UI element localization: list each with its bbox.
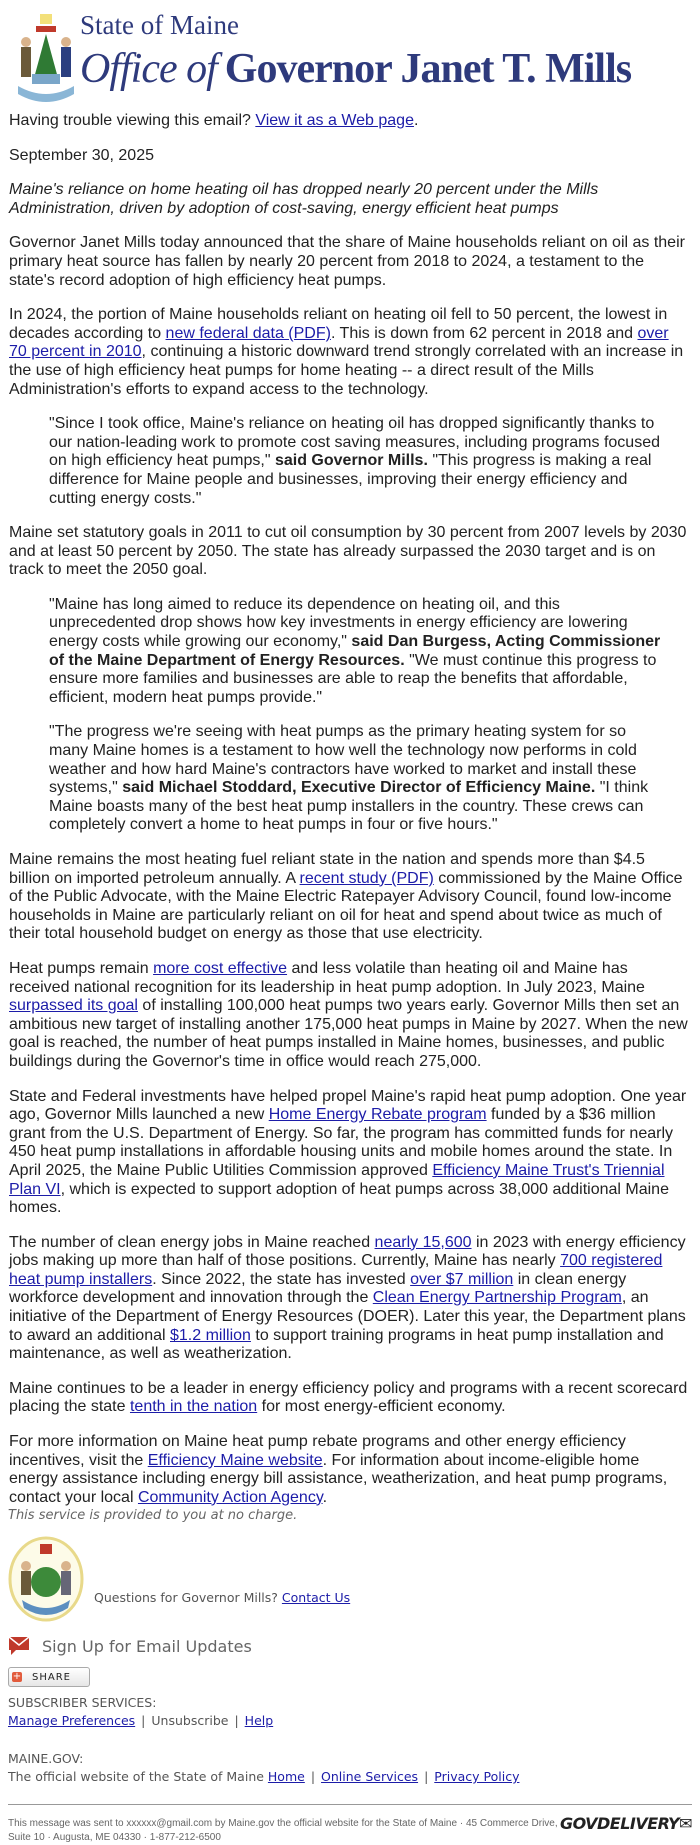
inline-link[interactable]: over 70 percent in 2010 bbox=[9, 324, 669, 361]
maine-seal-icon bbox=[8, 1536, 84, 1622]
questions-text: Questions for Governor Mills? bbox=[94, 1590, 282, 1605]
text-segment: "The progress we're seeing with heat pumps as the primary heating system for so many Maine homes is a testament to how well the technology now performs in cold weather and how hard Maine's contractors have worked to market and install these systems," bbox=[49, 723, 637, 797]
text-segment: in 2023 with energy efficiency jobs making up more than half of those positions. Currently, Maine has nearly bbox=[9, 1233, 686, 1270]
inline-link[interactable]: Clean Energy Partnership Program bbox=[372, 1289, 622, 1307]
inline-link[interactable]: over $7 million bbox=[410, 1270, 514, 1288]
separator: | bbox=[424, 1769, 429, 1784]
inline-link[interactable]: Home Energy Rebate program bbox=[268, 1106, 487, 1124]
text-segment: , an initiative of the Department of Energy Resources (DOER). Later this year, the Department plans to award an additional bbox=[9, 1289, 686, 1344]
contact-us-link[interactable]: Contact Us bbox=[281, 1590, 351, 1605]
inline-link[interactable]: 700 registered heat pump installers bbox=[9, 1252, 663, 1288]
privacy-policy-link[interactable]: Privacy Policy bbox=[434, 1769, 520, 1784]
article-body bbox=[9, 234, 689, 1507]
office-title bbox=[80, 44, 680, 94]
body-paragraph bbox=[9, 851, 689, 944]
separator: | bbox=[234, 1713, 239, 1728]
inline-link[interactable]: recent study (PDF) bbox=[299, 869, 434, 887]
envelope-icon: ✉ bbox=[679, 1814, 692, 1833]
help-link[interactable]: Help bbox=[244, 1713, 274, 1728]
body-paragraph bbox=[9, 306, 689, 399]
share-button[interactable] bbox=[8, 1667, 90, 1687]
subheadline: Maine's reliance on home heating oil has dropped nearly 20 percent under the Mills Administration, driven by adoption of cost-saving, energy efficient heat pumps bbox=[9, 181, 599, 217]
unsubscribe-text[interactable]: Unsubscribe bbox=[151, 1713, 229, 1728]
inline-link[interactable]: nearly 15,600 bbox=[374, 1233, 472, 1251]
speaker-attribution: said Governor Mills. bbox=[274, 452, 428, 470]
date: September 30, 2025 bbox=[9, 146, 154, 164]
email-header bbox=[0, 0, 700, 112]
inline-link[interactable]: $1.2 million bbox=[170, 1326, 251, 1344]
subscriber-services bbox=[8, 1694, 273, 1730]
inline-link[interactable]: new federal data (PDF) bbox=[165, 324, 331, 342]
text-segment: funded by a $36 million grant from the U.S. Department of Energy. So far, the program has committed funds for nearly 450 heat pump installations in affordable housing units and mobile homes around the state. In April 2025, the Maine Public Utilities Commission approved bbox=[9, 1106, 674, 1179]
inline-link[interactable]: Efficiency Maine Trust's Triennial Plan VI bbox=[9, 1161, 665, 1198]
maine-gov-links bbox=[8, 1750, 519, 1786]
inline-link[interactable]: Community Action Agency bbox=[137, 1488, 323, 1506]
text-segment: Maine remains the most heating fuel reliant state in the nation and spends more than $4.5 billion on imported petroleum annually. A bbox=[9, 851, 645, 887]
separator: | bbox=[310, 1769, 316, 1784]
text-segment: . Since 2022, the state has invested bbox=[152, 1270, 411, 1288]
text-segment: . This is down from 62 percent in 2018 and bbox=[330, 324, 638, 342]
text-segment: "We must continue this progress to ensure more families and businesses are able to reap the benefits that affordable, efficient, modern heat pumps provide." bbox=[49, 651, 657, 706]
text-segment: "I think Maine boasts many of the best heat pump installers in the country. These crews can completely convert a home to heat pumps in four or five hours." bbox=[49, 779, 649, 834]
body-paragraph bbox=[9, 1380, 689, 1417]
text-segment: , which is expected to support adoption of heat pumps across 38,000 additional Maine homes. bbox=[9, 1180, 669, 1217]
text-segment: commissioned by the Maine Office of the Public Advocate, with the Maine Electric Ratepayer Advisory Council, found low-income households in Maine are particularly reliant on oil for heat and spend about twice as much of their total household budget on energy as those that use electricity. bbox=[9, 869, 683, 943]
text-segment: to support training programs in heat pump installation and maintenance, as well as weatherization. bbox=[9, 1326, 664, 1363]
view-web-page-link[interactable]: View it as a Web page bbox=[255, 112, 414, 129]
home-link[interactable]: Home bbox=[267, 1769, 305, 1784]
body-paragraph bbox=[9, 524, 689, 580]
body-paragraph bbox=[9, 1433, 689, 1507]
separator: | bbox=[141, 1713, 146, 1728]
govdelivery-logo bbox=[560, 1814, 692, 1833]
text-segment: of installing 100,000 heat pumps two years early. Governor Mills then set an ambitious new target of installing another 175,000 heat pumps in Maine by 2027. When the new goal is reached, the number of heat pumps installed in Maine homes, businesses, and public buildings during the Governor's time in office would reach 275,000. bbox=[9, 997, 688, 1070]
text-segment: The number of clean energy jobs in Maine reached bbox=[9, 1233, 375, 1251]
subscriber-label: SUBSCRIBER SERVICES: bbox=[8, 1695, 157, 1710]
text-segment: Heat pumps remain bbox=[9, 959, 154, 977]
inline-link[interactable]: tenth in the nation bbox=[129, 1398, 258, 1416]
speaker-attribution: said Michael Stoddard, Executive Director of Efficiency Maine. bbox=[122, 779, 596, 797]
inline-link[interactable]: more cost effective bbox=[153, 959, 288, 977]
text-segment: "Maine has long aimed to reduce its dependence on heating oil, and this unprecedented drop shows how key investments in energy efficiency are lowering energy costs while growing our economy," bbox=[49, 595, 628, 651]
body-paragraph bbox=[9, 960, 689, 1072]
trouble-text: Having trouble viewing this email? bbox=[9, 112, 256, 129]
online-services-link[interactable]: Online Services bbox=[321, 1769, 419, 1784]
text-segment: , continuing a historic downward trend strongly correlated with an increase in the use of high efficiency heat pumps for home heating -- a direct result of the Mills Administration's efforts to expand access to the technology. bbox=[9, 343, 684, 398]
inline-link[interactable]: Efficiency Maine website bbox=[147, 1451, 323, 1469]
fine-print: This message was sent to xxxxxx@gmail.com by Maine.gov the official website for the State of Maine · 45 Commerce Drive, Suite 10 · Augusta, ME 04330 · 1-877-212-6500 bbox=[8, 1818, 558, 1843]
text-segment: For more information on Maine heat pump rebate programs and other energy efficiency incentives, visit the bbox=[9, 1433, 626, 1469]
maine-state-seal-icon bbox=[14, 12, 78, 110]
quote-paragraph bbox=[49, 723, 669, 835]
text-segment: Maine continues to be a leader in energy efficiency policy and programs with a recent scorecard placing the state bbox=[9, 1379, 688, 1416]
text-segment: "This progress is making a real difference for Maine people and businesses, improving their energy efficiency and cutting energy costs." bbox=[49, 452, 652, 507]
office-of-text: Office of bbox=[80, 46, 217, 92]
text-segment: "Since I took office, Maine's reliance on heating oil has dropped significantly thanks to our nation-leading work to promote cost saving measures, including programs focused on high efficiency heat pumps," bbox=[49, 415, 660, 470]
text-segment: and less volatile than heating oil and Maine has received national recognition for its leadership in heat pump adoption. In July 2023, Maine bbox=[9, 959, 645, 996]
text-segment: for most energy-efficient economy. bbox=[257, 1398, 506, 1416]
govdelivery-text: GOVDELIVERY bbox=[559, 1814, 680, 1833]
text-segment: In 2024, the portion of Maine households reliant on heating oil fell to 50 percent, the lowest in decades according to bbox=[9, 306, 668, 342]
text-segment: . For information about income-eligible home energy assistance including energy bill assistance, weatherization, and heat pump programs, contact your local bbox=[9, 1451, 668, 1506]
email-envelope-icon bbox=[8, 1636, 30, 1656]
text-segment: Governor Janet Mills today announced that the share of Maine households reliant on oil as their primary heat source has fallen by nearly 20 percent from 2018 to 2024, a testament to the state's record adoption of high efficiency heat pumps. bbox=[9, 234, 685, 289]
mainegov-label: MAINE.GOV: bbox=[8, 1751, 84, 1766]
inline-link[interactable]: surpassed its goal bbox=[9, 997, 138, 1015]
email-body bbox=[9, 112, 689, 1523]
manage-preferences-link[interactable]: Manage Preferences bbox=[8, 1713, 136, 1728]
state-of-maine-title: State of Maine bbox=[80, 10, 239, 40]
signup-link[interactable] bbox=[8, 1636, 252, 1656]
divider bbox=[8, 1804, 692, 1805]
governor-name: Governor Janet T. Mills bbox=[224, 46, 632, 92]
body-paragraph bbox=[9, 1088, 689, 1218]
text-segment: in clean energy workforce development and innovation through the bbox=[9, 1270, 627, 1307]
signup-text: Sign Up for Email Updates bbox=[42, 1636, 252, 1656]
share-label: SHARE bbox=[32, 1671, 71, 1683]
trouble-end: . bbox=[413, 112, 419, 129]
text-segment: State and Federal investments have helped propel Maine's rapid heat pump adoption. One year ago, Governor Mills launched a new bbox=[9, 1087, 687, 1124]
official-text: The official website of the State of Maine bbox=[8, 1769, 268, 1784]
trouble-viewing bbox=[9, 112, 689, 131]
body-paragraph bbox=[9, 1234, 689, 1364]
body-paragraph bbox=[9, 234, 689, 290]
quote-paragraph bbox=[49, 596, 669, 708]
text-segment: . bbox=[322, 1488, 328, 1506]
text-segment: Maine set statutory goals in 2011 to cut oil consumption by 30 percent from 2007 levels by 2030 and at least 50 percent by 2050. The state has already surpassed the 2030 target and is on track to meet the 2050 goal. bbox=[9, 524, 687, 579]
plus-icon: + bbox=[12, 1671, 22, 1682]
speaker-attribution: said Dan Burgess, Acting Commissioner of the Maine Department of Energy Resources. bbox=[49, 633, 661, 669]
service-note: This service is provided to you at no charge. bbox=[8, 1508, 298, 1523]
quote-paragraph bbox=[49, 415, 669, 508]
questions-line bbox=[94, 1590, 350, 1605]
